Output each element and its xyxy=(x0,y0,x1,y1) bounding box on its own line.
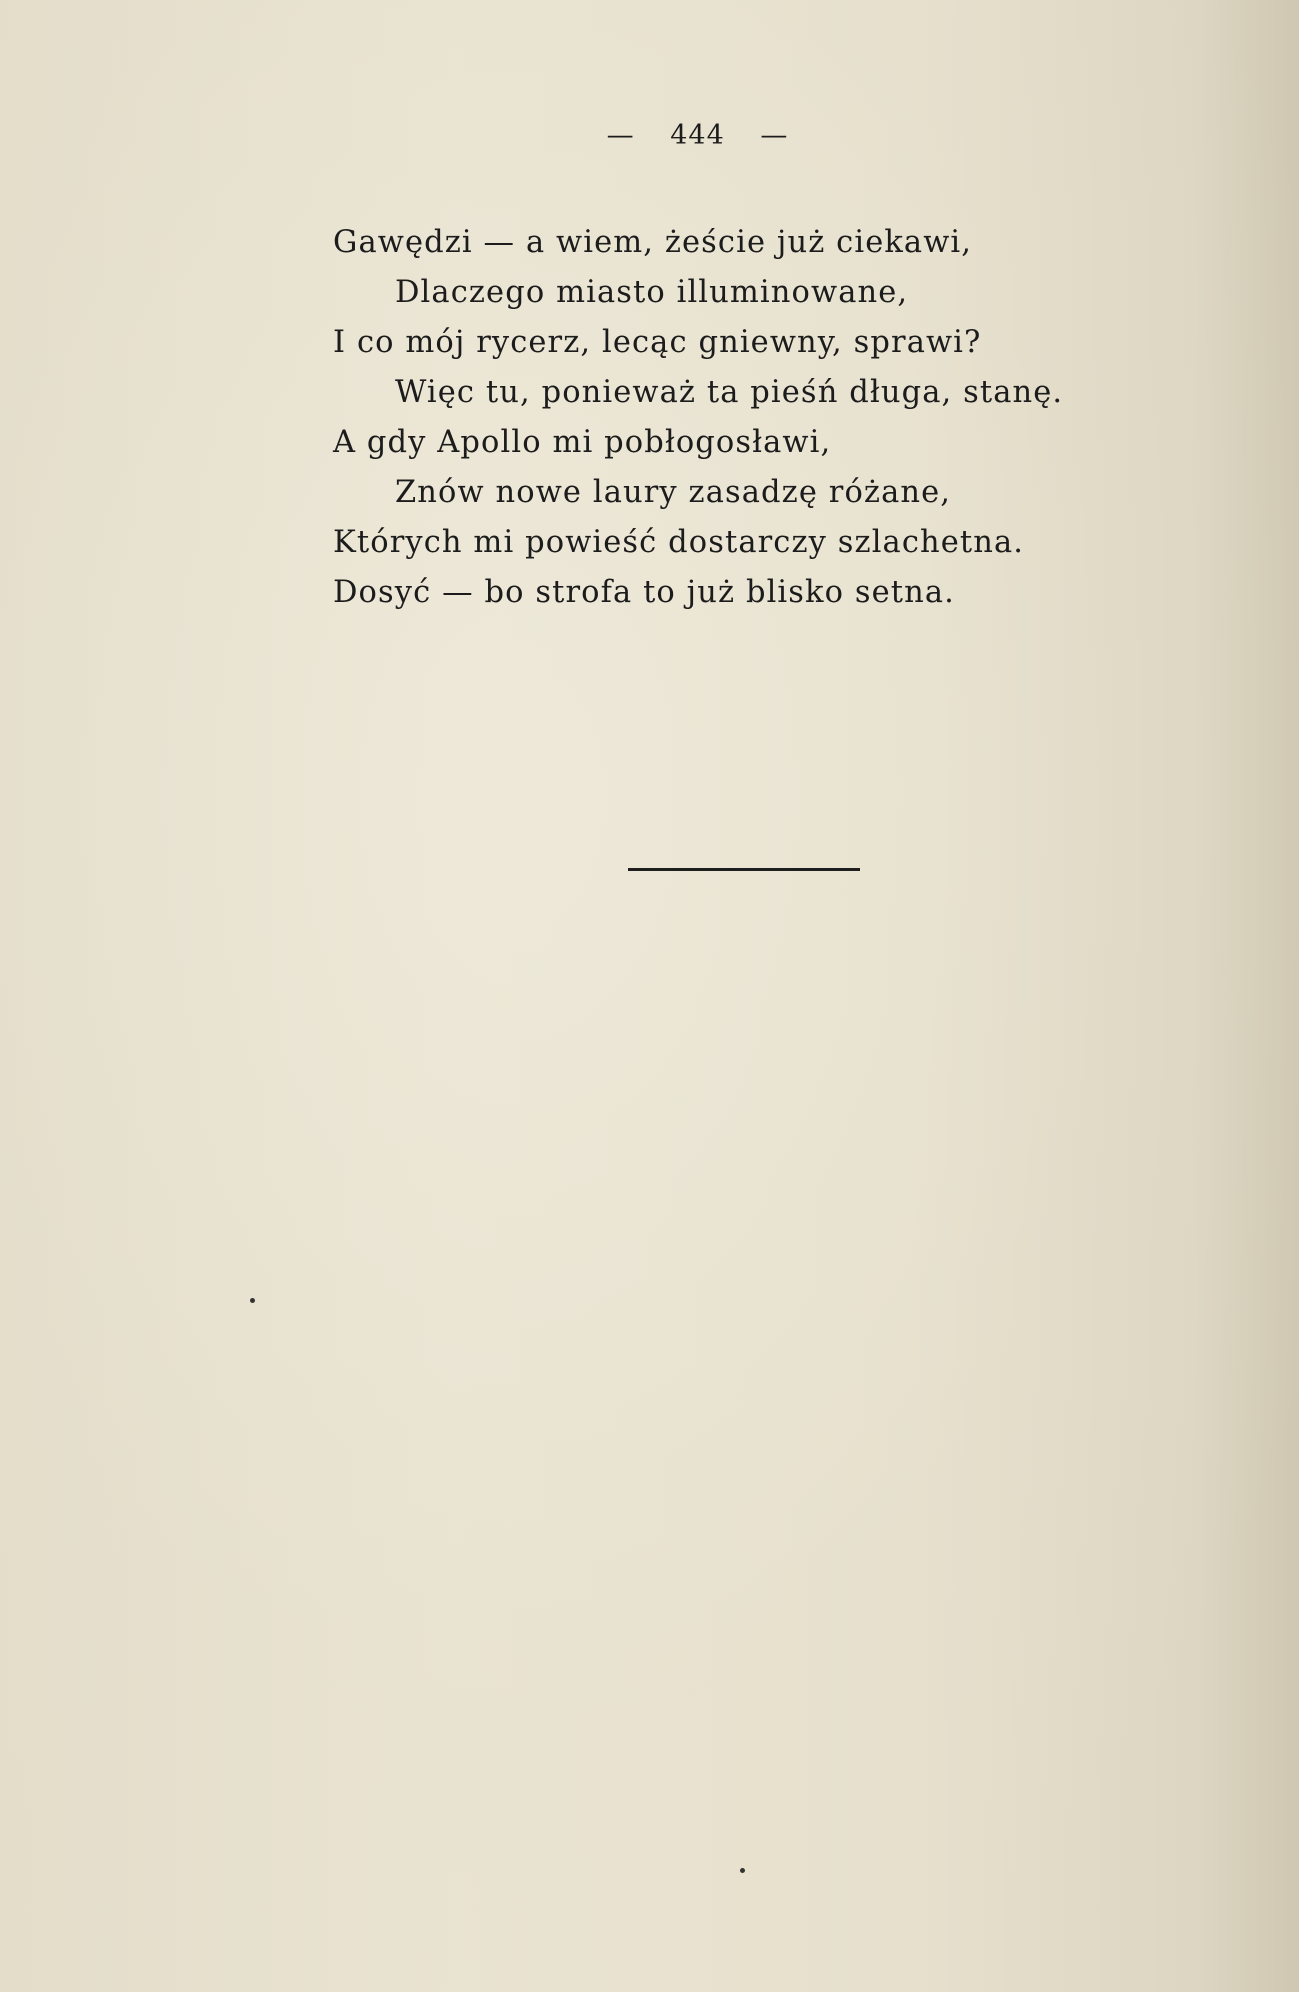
page-number-dash-left: — xyxy=(606,120,635,151)
page-number xyxy=(96,120,1299,151)
verse-line: Dosyć — bo strofa to już blisko setna. xyxy=(333,575,955,610)
verse-line: Których mi powieść dostarczy szlachetna. xyxy=(333,525,1025,560)
paper-speck xyxy=(740,1868,745,1873)
end-rule-divider xyxy=(628,868,860,871)
verse-line: I co mój rycerz, lecąc gniewny, sprawi? xyxy=(333,325,982,360)
verse-line: Dlaczego miasto illuminowane, xyxy=(395,275,909,310)
verse-line: Gawędzi — a wiem, żeście już ciekawi, xyxy=(333,225,973,260)
page-number-dash-right: — xyxy=(760,120,789,151)
poem-stanza xyxy=(333,218,1193,618)
paper-speck xyxy=(250,1298,255,1303)
page-number-value: 444 xyxy=(670,120,725,151)
verse-line: Znów nowe laury zasadzę różane, xyxy=(395,475,952,510)
verse-line: Więc tu, ponieważ ta pieśń długa, stanę. xyxy=(395,375,1064,410)
verse-line: A gdy Apollo mi pobłogosławi, xyxy=(333,425,832,460)
